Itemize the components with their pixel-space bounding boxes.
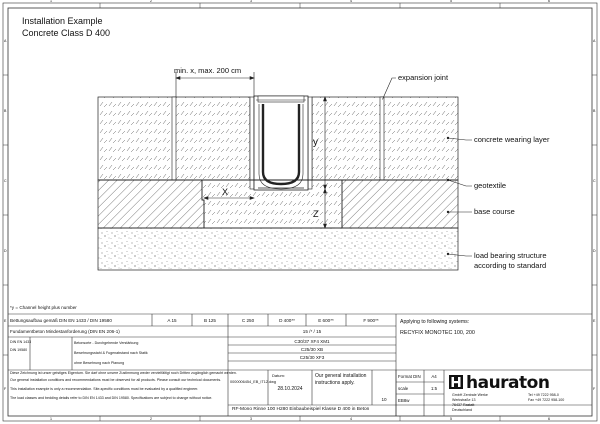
scale-value: 1:5	[430, 386, 438, 391]
row-label: A	[593, 39, 596, 43]
scale-label: scale	[398, 386, 409, 391]
disclaimer-line-1: Diese Zeichnung ist unser geistiges Eigentum. Sie darf ohne unsere Zustimmung weder vervielfältigt noch Dritten zugänglich gemacht werden.	[10, 371, 237, 375]
row-label: C	[4, 179, 7, 183]
company-address-1: GmbH Zentrale Werke	[452, 393, 488, 397]
title-line-1: Installation Example	[22, 16, 103, 26]
class-d400: D 400**	[279, 317, 295, 323]
page-number: 10	[381, 397, 387, 402]
row-label: F	[4, 387, 7, 391]
callout-load-bearing-1: load bearing structure	[474, 251, 547, 260]
company-phone: Tel +49 7222 958-0	[528, 393, 559, 397]
column-label: 1	[50, 417, 52, 421]
column-label: 5	[450, 417, 452, 421]
y-label: y	[313, 137, 318, 148]
callout-wearing-layer: concrete wearing layer	[474, 135, 550, 144]
class-b125: B 125	[203, 317, 216, 323]
footnote: *y = Channel height plus number	[10, 305, 77, 310]
doc-number: 0000006454_EB_IT12.dwg	[230, 380, 277, 384]
row-label: C	[593, 179, 596, 183]
disclaimer-line-4: The load classes and bedding details refer to DIN EN 1433 and DIN 19580. Specifications are subject to change without notice.	[10, 396, 213, 400]
column-label: 3	[250, 0, 252, 3]
callout-geotextile: geotextile	[474, 181, 507, 190]
dimension-width	[176, 72, 254, 97]
base-course-left	[98, 180, 204, 228]
callout-base-course: base course	[474, 207, 515, 216]
row-label: F	[593, 387, 596, 391]
column-label: 2	[150, 417, 152, 421]
row-label: E	[4, 319, 7, 323]
company-address-2: Werkstraße 13	[452, 398, 476, 402]
row-label: B	[4, 109, 7, 113]
mid-note-3: ohne Bewehrung nach Planung	[74, 361, 125, 365]
column-label: 6	[548, 0, 550, 3]
table-row3-value-3: C25/30 XF3	[299, 354, 325, 360]
row-label: B	[593, 109, 596, 113]
column-label: 6	[548, 417, 550, 421]
general-note-1: Our general installation	[315, 373, 367, 379]
row-label: D	[593, 249, 596, 253]
z-label: Z	[313, 209, 319, 219]
hauraton-logo-icon	[448, 374, 464, 390]
column-label: 3	[250, 417, 252, 421]
class-c250: C 250	[241, 317, 255, 323]
table-row1-label: Bettungsaufbau gemäß DIN EN 1433 / DIN 19580	[10, 317, 112, 323]
drawn-label: EB8w	[398, 397, 410, 403]
column-label: 1	[50, 0, 52, 3]
dimension-width-label: min. x, max. 200 cm	[174, 66, 242, 75]
column-label: 2	[150, 0, 152, 3]
company-address-4: Deutschland	[452, 408, 472, 412]
row-label: E	[593, 319, 596, 323]
disclaimer-line-3: This installation example is only a recommendation. Site-specific conditions must be evaluated by a qualified engineer.	[10, 387, 199, 391]
company-address-3: 76437 Rastatt	[452, 403, 475, 407]
table-row2-label: Fundamentbeton Mindestanforderung (DIN EN 206-1)	[10, 329, 120, 334]
table-row3-value-2: C25/30 XB	[300, 346, 324, 352]
callout-load-bearing-2: according to standard	[474, 261, 547, 270]
class-a15: A 15	[167, 317, 177, 323]
base-course-right	[342, 180, 458, 228]
mid-note-2: Bewehrungsstahl & Fugenabstand nach Statik	[74, 351, 148, 355]
company-logo-text: hauraton	[466, 373, 550, 393]
expansion-joint-left	[172, 97, 176, 180]
expansion-joint-right	[380, 97, 384, 180]
date-label: Datum:	[272, 373, 285, 378]
disclaimer-line-2: Our general installation conditions and recommendations must be observed for all products. Please consult our technical documents.	[10, 378, 222, 382]
mid-note-1: Betonsorte - Durchgehende Verstärkung	[74, 341, 139, 345]
applying-label: Applying to following systems:	[400, 319, 470, 325]
general-note-2: instructions apply.	[315, 380, 355, 386]
x-label: X	[222, 187, 229, 197]
wearing-layer-right	[312, 97, 458, 180]
class-f900: F 900**	[363, 317, 379, 323]
title-line-2: Concrete Class D 400	[22, 28, 111, 38]
left-note-1: DIN EN 1433	[10, 340, 32, 344]
company-fax: Fax +49 7222 958-100	[528, 398, 565, 402]
system-name: RECYFIX MONOTEC 100, 200	[400, 330, 475, 336]
bottom-description: RF-Mono Rinne 100 H280 Einbaubeispiel Klasse D 400 in Beton	[232, 407, 370, 412]
table-row3-value-1: C30/37 XF4 XM1	[294, 338, 330, 344]
class-e600: E 600**	[318, 317, 334, 323]
channel-body	[254, 96, 308, 190]
table-row2-value: 15 /* / 15	[302, 329, 322, 334]
column-label: 4	[350, 0, 352, 3]
left-note-2: DIN 19580	[10, 348, 28, 352]
date-value: 28.10.2024	[277, 386, 303, 392]
row-label: A	[4, 39, 7, 43]
format-label: Format DIN	[398, 374, 421, 379]
load-bearing-layer	[98, 228, 458, 270]
column-label: 5	[450, 0, 452, 3]
row-label: D	[4, 249, 7, 253]
format-value: A4	[431, 374, 437, 379]
column-label: 4	[350, 417, 352, 421]
callout-expansion-joint: expansion joint	[398, 73, 449, 82]
